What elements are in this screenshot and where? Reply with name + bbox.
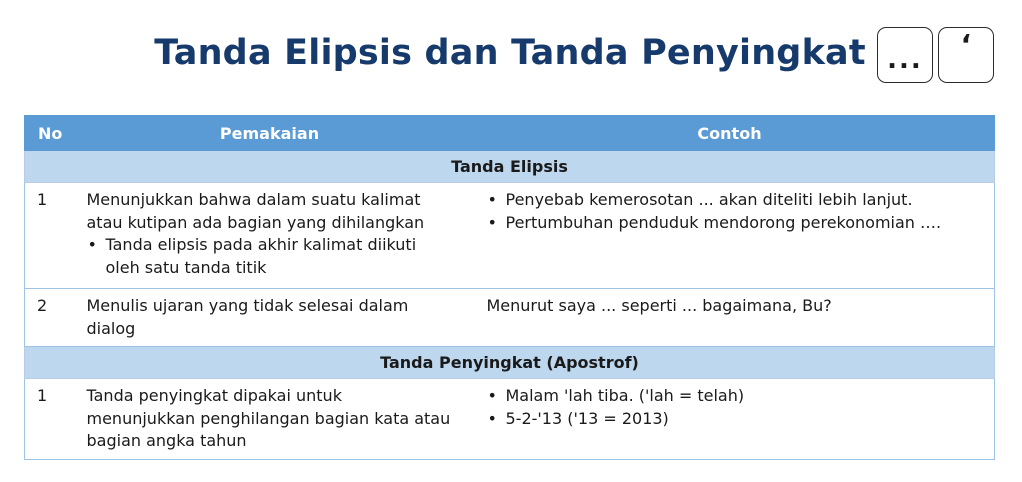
table-row [25,183,995,289]
section-title: Tanda Elipsis [25,151,995,183]
section-row-penyingkat [25,347,995,379]
row-example [465,183,995,289]
header-example: Contoh [465,116,995,151]
row-example: Menurut saya ... seperti ... bagaimana, Bu? [465,289,995,347]
row-example [465,379,995,460]
usage-bullet: • Tanda elipsis pada akhir kalimat diikuti oleh satu tanda titik [87,234,455,279]
row-usage: Menulis ujaran yang tidak selesai dalam dialog [75,289,465,347]
usage-text: Menunjukkan bahwa dalam suatu kalimat atau kutipan ada bagian yang dihilangkan [86,190,425,232]
page-title: Tanda Elipsis dan Tanda Penyingkat [154,33,866,73]
example-bullet: • Malam 'lah tiba. ('lah = telah) [487,385,985,408]
ellipsis-symbol-box [877,27,933,83]
table-row [25,289,995,347]
row-number: 2 [25,289,75,347]
usage-bullet-list [87,234,455,279]
row-number: 1 [25,183,75,289]
row-number: 1 [25,379,75,460]
example-bullet-list [487,189,985,234]
apostrophe-symbol-box [938,27,994,83]
section-title: Tanda Penyingkat (Apostrof) [25,347,995,379]
example-bullet: • Pertumbuhan penduduk mendorong perekonomian …. [487,212,985,235]
row-usage: Tanda penyingkat dipakai untuk menunjukkan penghilangan bagian kata atau bagian angka tahun [75,379,465,460]
apostrophe-symbol: ‘ [960,27,972,61]
header-usage: Pemakaian [75,116,465,151]
row-usage [75,183,465,289]
ellipsis-symbol: ... [887,45,923,75]
punctuation-table [24,115,995,460]
example-bullet: • 5-2-'13 ('13 = 2013) [487,408,985,431]
table-header [25,116,995,151]
example-bullet: • Penyebab kemerosotan ... akan diteliti lebih lanjut. [487,189,985,212]
header-no: No [25,116,75,151]
example-bullet-list [487,385,985,430]
section-row-elipsis [25,151,995,183]
table-row [25,379,995,460]
